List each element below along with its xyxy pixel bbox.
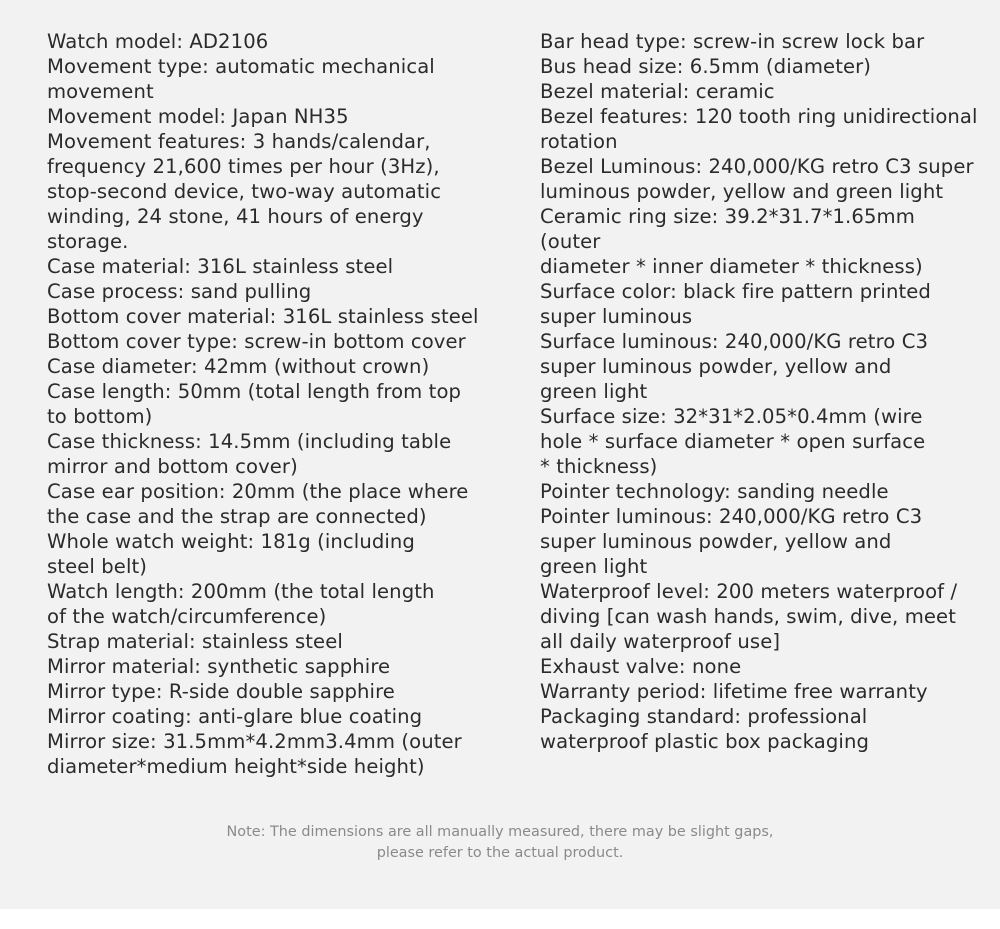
spec-case-diameter: Case diameter: 42mm (without crown) bbox=[47, 355, 430, 378]
spec-warranty-period: Warranty period: lifetime free warranty bbox=[540, 680, 928, 703]
spec-list-right bbox=[540, 29, 980, 754]
spec-watch-weight: Whole watch weight: 181g (including steel belt) bbox=[47, 530, 415, 578]
spec-mirror-coating: Mirror coating: anti-glare blue coating bbox=[47, 705, 423, 728]
measurement-note-line-2: please refer to the actual product. bbox=[376, 845, 624, 861]
spec-movement-features: Movement features: 3 hands/calendar, frequency 21,600 times per hour (3Hz), stop-second device, two-way automatic winding, 24 stone, 41 hours of energy storage. bbox=[47, 130, 442, 253]
spec-pointer-luminous: Pointer luminous: 240,000/KG retro C3 super luminous powder, yellow and green light bbox=[540, 505, 923, 578]
spec-mirror-size: Mirror size: 31.5mm*4.2mm3.4mm (outer diameter*medium height*side height) bbox=[47, 730, 462, 778]
spec-bottom-cover-material: Bottom cover material: 316L stainless steel bbox=[47, 305, 479, 328]
spec-surface-color: Surface color: black fire pattern printed super luminous bbox=[540, 280, 931, 328]
spec-surface-size: Surface size: 32*31*2.05*0.4mm (wire hole * surface diameter * open surface * thickness) bbox=[540, 405, 926, 478]
spec-case-process: Case process: sand pulling bbox=[47, 280, 312, 303]
spec-case-length: Case length: 50mm (total length from top to bottom) bbox=[47, 380, 462, 428]
measurement-note-line-1: Note: The dimensions are all manually measured, there may be slight gaps, bbox=[226, 824, 774, 840]
spec-mirror-type: Mirror type: R-side double sapphire bbox=[47, 680, 395, 703]
spec-surface-luminous: Surface luminous: 240,000/KG retro C3 super luminous powder, yellow and green light bbox=[540, 330, 929, 403]
spec-bar-head-type: Bar head type: screw-in screw lock bar bbox=[540, 30, 925, 53]
spec-bezel-luminous: Bezel Luminous: 240,000/KG retro C3 super luminous powder, yellow and green light bbox=[540, 155, 974, 203]
spec-bus-head-size: Bus head size: 6.5mm (diameter) bbox=[540, 55, 872, 78]
spec-mirror-material: Mirror material: synthetic sapphire bbox=[47, 655, 391, 678]
spec-list-left bbox=[47, 29, 479, 779]
spec-movement-model: Movement model: Japan NH35 bbox=[47, 105, 349, 128]
spec-strap-material: Strap material: stainless steel bbox=[47, 630, 343, 653]
spec-bezel-material: Bezel material: ceramic bbox=[540, 80, 775, 103]
spec-case-material: Case material: 316L stainless steel bbox=[47, 255, 394, 278]
spec-packaging-standard: Packaging standard: professional waterproof plastic box packaging bbox=[540, 705, 870, 753]
spec-case-ear-position: Case ear position: 20mm (the place where the case and the strap are connected) bbox=[47, 480, 469, 528]
spec-waterproof-level: Waterproof level: 200 meters waterproof / diving [can wash hands, swim, dive, meet all daily waterproof use] bbox=[540, 580, 958, 653]
spec-watch-length: Watch length: 200mm (the total length of the watch/circumference) bbox=[47, 580, 435, 628]
spec-exhaust-valve: Exhaust valve: none bbox=[540, 655, 742, 678]
spec-movement-type: Movement type: automatic mechanical movement bbox=[47, 55, 435, 103]
spec-ceramic-ring-size: Ceramic ring size: 39.2*31.7*1.65mm (outer diameter * inner diameter * thickness) bbox=[540, 205, 923, 278]
spec-case-thickness: Case thickness: 14.5mm (including table mirror and bottom cover) bbox=[47, 430, 452, 478]
spec-bezel-features: Bezel features: 120 tooth ring unidirectional rotation bbox=[540, 105, 978, 153]
spec-pointer-technology: Pointer technology: sanding needle bbox=[540, 480, 889, 503]
spec-watch-model: Watch model: AD2106 bbox=[47, 30, 269, 53]
spec-bottom-cover-type: Bottom cover type: screw-in bottom cover bbox=[47, 330, 466, 353]
